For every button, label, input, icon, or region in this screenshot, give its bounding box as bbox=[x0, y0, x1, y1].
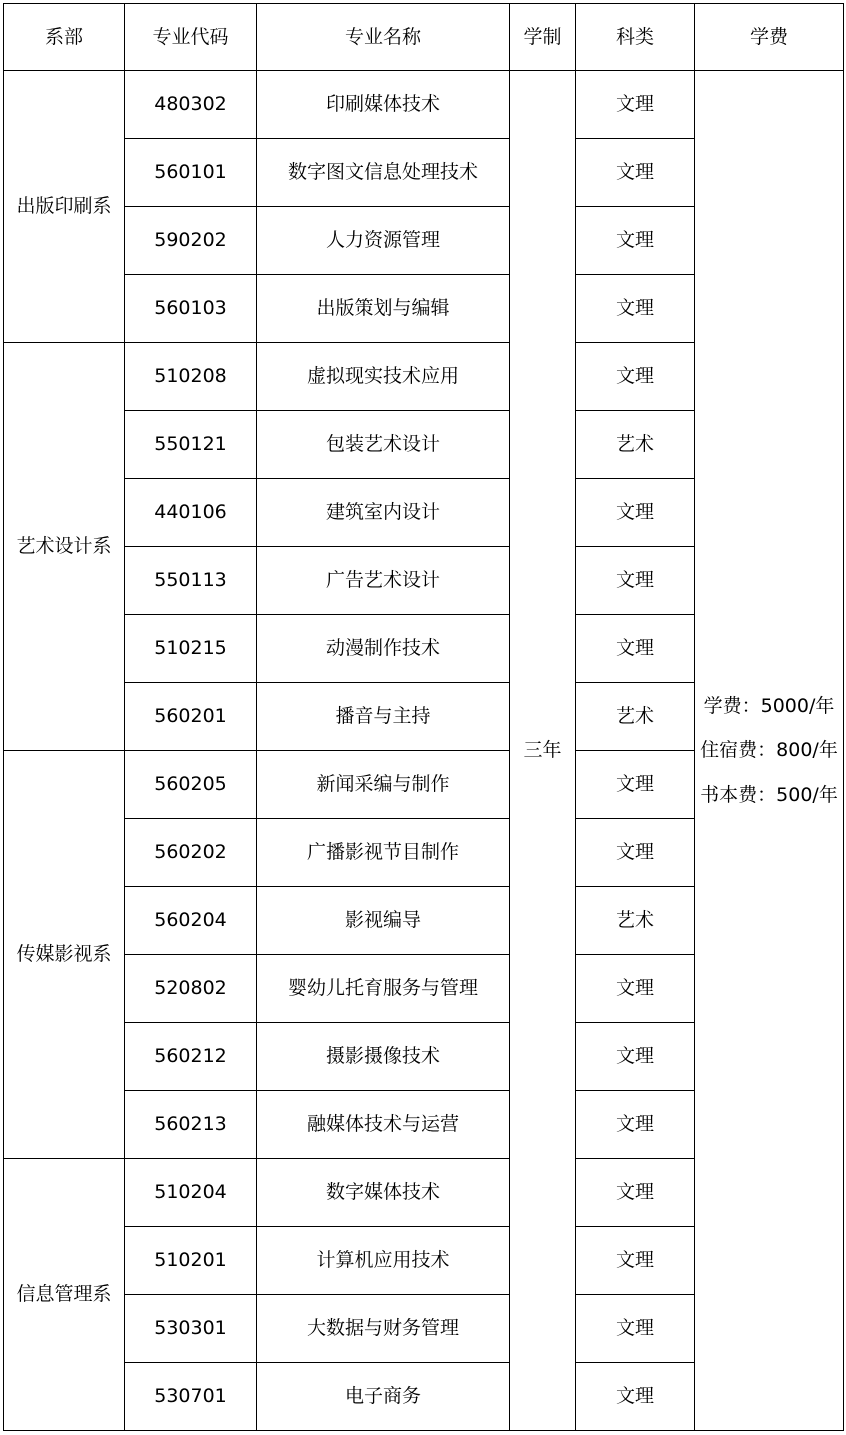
department-cell: 艺术设计系 bbox=[4, 343, 125, 751]
major-category: 文理 bbox=[576, 275, 695, 343]
fee-accommodation: 住宿费：800/年 bbox=[700, 739, 838, 762]
header-dept: 系部 bbox=[4, 4, 125, 71]
major-code: 560101 bbox=[125, 139, 257, 207]
major-category: 文理 bbox=[576, 955, 695, 1023]
duration-cell: 三年 bbox=[510, 71, 576, 1431]
major-code: 530301 bbox=[125, 1295, 257, 1363]
major-category: 文理 bbox=[576, 479, 695, 547]
major-name: 人力资源管理 bbox=[257, 207, 510, 275]
major-name: 广播影视节目制作 bbox=[257, 819, 510, 887]
major-category: 文理 bbox=[576, 1363, 695, 1431]
department-cell: 出版印刷系 bbox=[4, 71, 125, 343]
header-code: 专业代码 bbox=[125, 4, 257, 71]
major-category: 艺术 bbox=[576, 411, 695, 479]
fees-cell bbox=[695, 71, 844, 1431]
major-name: 大数据与财务管理 bbox=[257, 1295, 510, 1363]
major-name: 播音与主持 bbox=[257, 683, 510, 751]
major-code: 480302 bbox=[125, 71, 257, 139]
table-body bbox=[4, 71, 844, 1431]
header-row bbox=[4, 4, 844, 71]
table-row bbox=[4, 71, 844, 139]
major-category: 文理 bbox=[576, 139, 695, 207]
major-category: 文理 bbox=[576, 615, 695, 683]
major-category: 文理 bbox=[576, 1295, 695, 1363]
major-category: 文理 bbox=[576, 819, 695, 887]
major-code: 560212 bbox=[125, 1023, 257, 1091]
major-code: 520802 bbox=[125, 955, 257, 1023]
major-category: 文理 bbox=[576, 207, 695, 275]
header-name: 专业名称 bbox=[257, 4, 510, 71]
major-category: 文理 bbox=[576, 1091, 695, 1159]
major-name: 数字图文信息处理技术 bbox=[257, 139, 510, 207]
major-name: 数字媒体技术 bbox=[257, 1159, 510, 1227]
header-fees: 学费 bbox=[695, 4, 844, 71]
major-name: 电子商务 bbox=[257, 1363, 510, 1431]
fee-tuition: 学费：5000/年 bbox=[703, 694, 835, 717]
major-code: 560103 bbox=[125, 275, 257, 343]
major-name: 婴幼儿托育服务与管理 bbox=[257, 955, 510, 1023]
department-cell: 传媒影视系 bbox=[4, 751, 125, 1159]
major-name: 摄影摄像技术 bbox=[257, 1023, 510, 1091]
major-category: 文理 bbox=[576, 547, 695, 615]
major-code: 530701 bbox=[125, 1363, 257, 1431]
major-category: 文理 bbox=[576, 1227, 695, 1295]
major-code: 560213 bbox=[125, 1091, 257, 1159]
major-category: 文理 bbox=[576, 1159, 695, 1227]
header-category: 科类 bbox=[576, 4, 695, 71]
major-name: 新闻采编与制作 bbox=[257, 751, 510, 819]
major-code: 560205 bbox=[125, 751, 257, 819]
major-code: 510204 bbox=[125, 1159, 257, 1227]
header-duration: 学制 bbox=[510, 4, 576, 71]
major-code: 560202 bbox=[125, 819, 257, 887]
major-code: 510215 bbox=[125, 615, 257, 683]
major-name: 虚拟现实技术应用 bbox=[257, 343, 510, 411]
major-name: 动漫制作技术 bbox=[257, 615, 510, 683]
major-code: 590202 bbox=[125, 207, 257, 275]
major-name: 印刷媒体技术 bbox=[257, 71, 510, 139]
major-code: 550113 bbox=[125, 547, 257, 615]
major-category: 艺术 bbox=[576, 887, 695, 955]
major-code: 560204 bbox=[125, 887, 257, 955]
major-code: 440106 bbox=[125, 479, 257, 547]
major-name: 出版策划与编辑 bbox=[257, 275, 510, 343]
major-code: 550121 bbox=[125, 411, 257, 479]
major-code: 560201 bbox=[125, 683, 257, 751]
major-code: 510208 bbox=[125, 343, 257, 411]
major-category: 艺术 bbox=[576, 683, 695, 751]
major-name: 建筑室内设计 bbox=[257, 479, 510, 547]
major-category: 文理 bbox=[576, 71, 695, 139]
majors-table bbox=[3, 3, 844, 1431]
major-category: 文理 bbox=[576, 751, 695, 819]
major-name: 计算机应用技术 bbox=[257, 1227, 510, 1295]
major-code: 510201 bbox=[125, 1227, 257, 1295]
major-name: 包装艺术设计 bbox=[257, 411, 510, 479]
major-category: 文理 bbox=[576, 343, 695, 411]
major-name: 融媒体技术与运营 bbox=[257, 1091, 510, 1159]
department-cell: 信息管理系 bbox=[4, 1159, 125, 1431]
major-name: 影视编导 bbox=[257, 887, 510, 955]
fee-books: 书本费：500/年 bbox=[700, 783, 838, 806]
major-category: 文理 bbox=[576, 1023, 695, 1091]
major-name: 广告艺术设计 bbox=[257, 547, 510, 615]
